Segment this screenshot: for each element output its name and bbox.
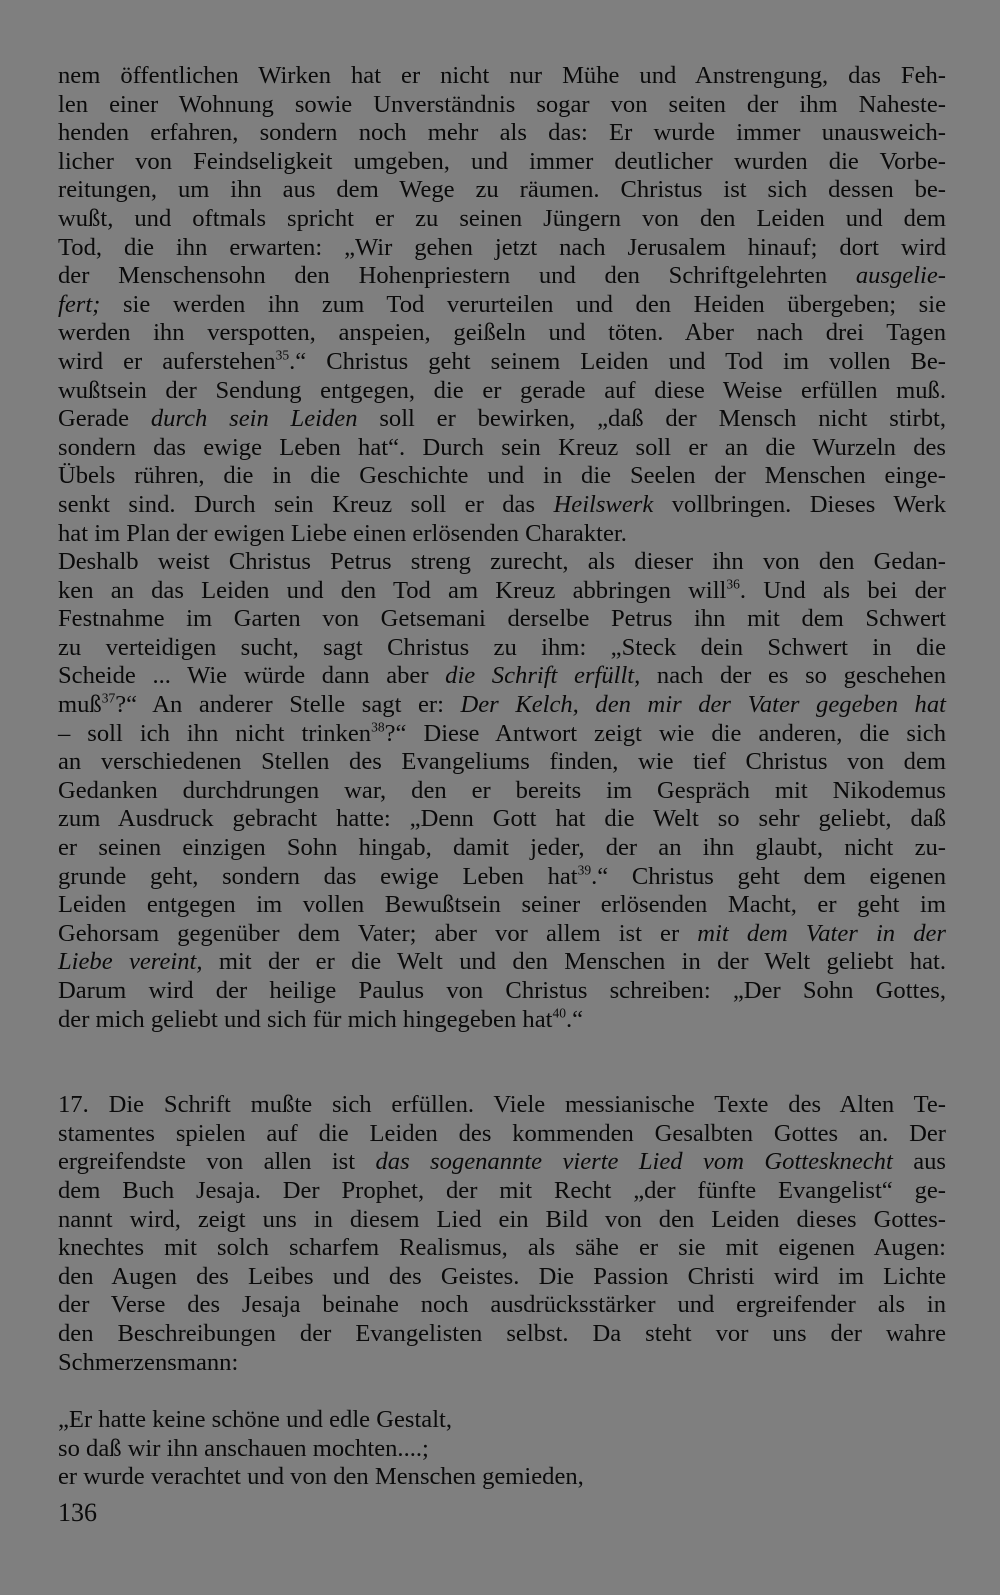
- text-line: wußtsein der Sendung entgegen, die er gerade auf diese Weise erfüllen muß.: [58, 376, 946, 404]
- text-line: Tod, die ihn erwarten: „Wir gehen jetzt nach Jerusalem hinauf; dort wird: [58, 233, 946, 261]
- text-line: [58, 948, 946, 977]
- text-run: wird er auferstehen: [58, 347, 276, 375]
- text-line: er seinen einzigen Sohn hingab, damit jeder, der an ihn glaubt, nicht zu-: [58, 834, 946, 862]
- verse-line: er wurde verachtet und von den Menschen gemieden,: [58, 1463, 584, 1491]
- italic-run: mit dem Vater in der: [697, 919, 946, 947]
- text-run: sie werden ihn zum Tod verurteilen und den Heiden übergeben; sie: [100, 290, 946, 318]
- footnote-marker: 35: [275, 347, 290, 363]
- text-line: [58, 662, 946, 691]
- footnote-marker: 37: [101, 690, 116, 706]
- text-line: Schmerzensmann:: [58, 1348, 239, 1376]
- text-line: henden erfahren, sondern noch mehr als das: Er wurde immer unausweich-: [58, 119, 946, 147]
- text-run: der mich geliebt und sich für mich hingegeben hat: [58, 1005, 553, 1033]
- text-line: wußt, und oftmals spricht er zu seinen Jüngern von den Leiden und dem: [58, 204, 946, 232]
- text-line: den Augen des Leibes und des Geistes. Die Passion Christi wird im Lichte: [58, 1262, 946, 1290]
- text-run: Gehorsam gegenüber dem Vater; aber vor allem ist er: [58, 919, 698, 947]
- text-line: [58, 291, 946, 320]
- text-run: Scheide ... Wie würde dann aber: [58, 662, 446, 690]
- text-line: len einer Wohnung sowie Unverständnis sogar von seiten der ihm Naheste-: [58, 90, 946, 118]
- text-line: [58, 920, 946, 949]
- text-run: grunde geht, sondern das ewige Leben hat: [58, 862, 578, 890]
- text-line: [58, 491, 946, 520]
- text-run: – soll ich ihn nicht trinken: [58, 719, 372, 747]
- text-run: .“ Christus geht seinem Leiden und Tod im vollen Be-: [289, 347, 946, 375]
- text-line: sondern das ewige Leben hat“. Durch sein Kreuz soll er an die Wurzeln des: [58, 433, 946, 461]
- footnote-marker: 40: [552, 1005, 566, 1021]
- text-line: zum Ausdruck gebracht hatte: „Denn Gott hat die Welt so sehr geliebt, daß: [58, 805, 946, 833]
- text-run: ?“ Diese Antwort zeigt wie die anderen, die sich: [384, 719, 946, 747]
- italic-run: Liebe vereint,: [58, 948, 203, 976]
- text-run: soll er bewirken, „daß der Mensch nicht stirbt,: [357, 405, 946, 433]
- footnote-marker: 38: [371, 719, 385, 735]
- text-line: Leiden entgegen im vollen Bewußtsein seiner erlösenden Macht, er geht im: [58, 891, 946, 919]
- verse-line: so daß wir ihn anschauen mochten....;: [58, 1434, 429, 1462]
- text-line: 17. Die Schrift mußte sich erfüllen. Viele messianische Texte des Alten Te-: [58, 1091, 946, 1119]
- text-run: der Menschensohn den Hohenpriestern und den Schriftgelehrten: [58, 262, 828, 290]
- text-line: nem öffentlichen Wirken hat er nicht nur Mühe und Anstrengung, das Feh-: [58, 62, 946, 89]
- text-run: ken an das Leiden und den Tod am Kreuz abbringen will: [58, 576, 727, 604]
- italic-run: das sogenannte vierte Lied vom Gottesknecht: [375, 1148, 893, 1176]
- italic-run: Heilswerk: [553, 490, 654, 518]
- text-line: [58, 1006, 946, 1035]
- italic-run: Der Kelch, den mir der Vater gegeben hat: [460, 691, 946, 719]
- text-run: ?“ An anderer Stelle sagt er:: [115, 691, 461, 719]
- text-line: [58, 262, 946, 291]
- text-line: [58, 691, 946, 720]
- verse-line: „Er hatte keine schöne und edle Gestalt,: [58, 1406, 453, 1434]
- text-run: aus: [892, 1148, 946, 1176]
- text-line: zu verteidigen sucht, sagt Christus zu ihm: „Steck dein Schwert in die: [58, 633, 946, 661]
- text-line: Festnahme im Garten von Getsemani derselbe Petrus ihn mit dem Schwert: [58, 605, 946, 633]
- text-run: vollbringen. Dieses Werk: [653, 490, 947, 518]
- text-line: werden ihn verspotten, anspeien, geißeln und töten. Aber nach drei Tagen: [58, 319, 946, 347]
- italic-run: fert;: [58, 290, 101, 318]
- text-line: stamentes spielen auf die Leiden des kommenden Gesalbten Gottes an. Der: [58, 1119, 946, 1147]
- text-run: Gerade: [58, 405, 151, 433]
- text-run: nach der es so geschehen: [640, 662, 946, 690]
- text-line: den Beschreibungen der Evangelisten selbst. Da steht vor uns der wahre: [58, 1319, 946, 1347]
- text-line: reitungen, um ihn aus dem Wege zu räumen. Christus ist sich dessen be-: [58, 176, 946, 204]
- body-text: [58, 62, 946, 1492]
- page-number: 136: [58, 1498, 97, 1527]
- text-line: an verschiedenen Stellen des Evangeliums finden, wie tief Christus von dem: [58, 748, 946, 776]
- italic-run: ausgelie-: [855, 262, 946, 290]
- paragraph-gap: [58, 1377, 946, 1406]
- text-line: der Verse des Jesaja beinahe noch ausdrücksstärker und ergreifender als in: [58, 1291, 946, 1319]
- text-run: muß: [58, 691, 102, 719]
- text-line: [58, 1148, 946, 1177]
- italic-run: durch sein Leiden: [150, 405, 358, 433]
- text-line: Deshalb weist Christus Petrus streng zurecht, als dieser ihn von den Gedan-: [58, 548, 946, 576]
- text-line: [58, 863, 946, 892]
- paragraph-gap: [58, 1034, 946, 1091]
- text-line: dem Buch Jesaja. Der Prophet, der mit Recht „der fünfte Evangelist“ ge-: [58, 1176, 946, 1204]
- text-run: .“ Christus geht dem eigenen: [591, 862, 947, 890]
- text-run: senkt sind. Durch sein Kreuz soll er das: [58, 490, 554, 518]
- text-line: [58, 720, 946, 749]
- text-line: nannt wird, zeigt uns in diesem Lied ein Bild von den Leiden dieses Gottes-: [58, 1205, 946, 1233]
- text-line: licher von Feindseligkeit umgeben, und immer deutlicher wurden die Vorbe-: [58, 147, 946, 175]
- italic-run: die Schrift erfüllt,: [445, 662, 641, 690]
- text-line: [58, 405, 946, 434]
- text-line: Darum wird der heilige Paulus von Christus schreiben: „Der Sohn Gottes,: [58, 977, 946, 1004]
- text-line: knechtes mit solch scharfem Realismus, als sähe er sie mit eigenen Augen:: [58, 1234, 946, 1262]
- footnote-marker: 36: [726, 576, 740, 592]
- text-line: Übels rühren, die in die Geschichte und in die Seelen der Menschen einge-: [58, 462, 946, 490]
- text-run: mit der er die Welt und den Menschen in der Welt geliebt hat.: [202, 948, 947, 976]
- text-run: .“: [565, 1005, 584, 1033]
- text-line: hat im Plan der ewigen Liebe einen erlösenden Charakter.: [58, 519, 627, 547]
- text-line: Gedanken durchdrungen war, den er bereits im Gespräch mit Nikodemus: [58, 776, 946, 804]
- text-line: [58, 577, 946, 606]
- text-run: ergreifendste von allen ist: [58, 1148, 376, 1176]
- text-line: [58, 348, 946, 377]
- text-run: . Und als bei der: [739, 576, 946, 604]
- footnote-marker: 39: [577, 862, 592, 878]
